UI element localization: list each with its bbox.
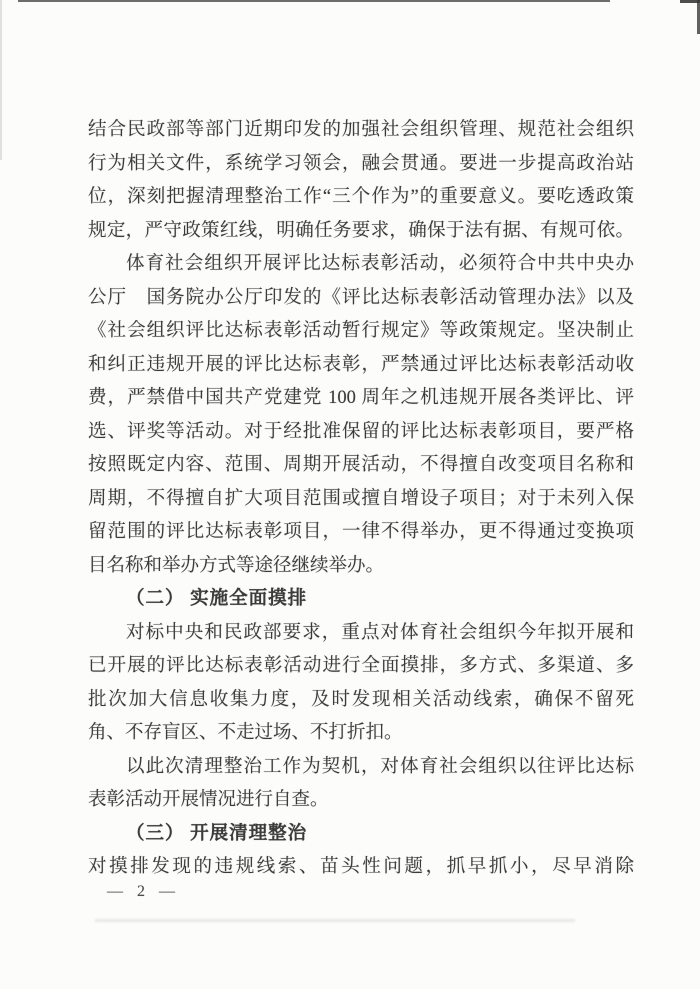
paragraph-line: 《社会组织评比达标表彰活动暂行规定》等政策规定。坚决制止	[88, 321, 634, 341]
paragraph-line: 批次加大信息收集力度，及时发现相关活动线索，确保不留死	[88, 689, 634, 710]
paragraph-line: 费，严禁借中国共产党建党 100 周年之机违规开展各类评比、评	[88, 388, 634, 408]
paragraph-line: 规定，严守政策红线，明确任务要求，确保于法有据、有规可依。	[88, 220, 634, 241]
section-heading-2: （二） 实施全面摸排	[126, 589, 308, 609]
paragraph-line: 对标中央和民政部要求，重点对体育社会组织今年拟开展和	[126, 622, 634, 643]
paragraph-line: 和纠正违规开展的评比达标表彰，严禁通过评比达标表彰活动收	[88, 354, 634, 375]
paragraph-line: 行为相关文件，系统学习领会，融会贯通。要进一步提高政治站	[88, 153, 634, 174]
paragraph-line: 留范围的评比达标表彰项目，一律不得举办，更不得通过变换项	[88, 522, 634, 542]
paragraph-line: 表彰活动开展情况进行自查。	[88, 790, 329, 810]
paragraph-line: 选、评奖等活动。对于经批准保留的评比达标表彰项目，要严格	[88, 421, 634, 442]
paragraph-line: 结合民政部等部门近期印发的加强社会组织管理、规范社会组织	[88, 120, 634, 140]
paragraph-line: 按照既定内容、范围、周期开展活动，不得擅自改变项目名称和	[88, 455, 634, 475]
page-number: — 2 —	[107, 883, 178, 900]
scan-artifact-top-line	[18, 0, 610, 2]
text-block	[88, 114, 634, 885]
paragraph-line: 公厅 国务院办公厅印发的《评比达标表彰活动管理办法》以及	[88, 287, 634, 308]
paragraph-line: 位，深刻把握清理整治工作“三个作为”的重要意义。要吃透政策	[88, 187, 634, 207]
paragraph-line: 体育社会组织开展评比达标表彰活动，必须符合中共中央办	[126, 254, 634, 274]
paragraph-line: 以此次清理整治工作为契机，对体育社会组织以往评比达标	[126, 756, 634, 777]
paragraph-line: 周期，不得擅自扩大项目范围或擅自增设子项目；对于未列入保	[88, 488, 634, 509]
paragraph-line: 角、不存盲区、不走过场、不打折扣。	[88, 723, 403, 743]
paragraph-line: 目名称和举办方式等途径继续举办。	[88, 555, 385, 576]
paragraph-line: 已开展的评比达标表彰活动进行全面摸排，多方式、多渠道、多	[88, 656, 634, 676]
paragraph-line: 对摸排发现的违规线索、苗头性问题，抓早抓小，尽早消除	[88, 857, 634, 877]
scan-artifact-left-edge	[0, 0, 2, 160]
section-heading-3: （三） 开展清理整治	[126, 823, 308, 844]
scan-artifact-bottom-smudge	[95, 919, 575, 922]
